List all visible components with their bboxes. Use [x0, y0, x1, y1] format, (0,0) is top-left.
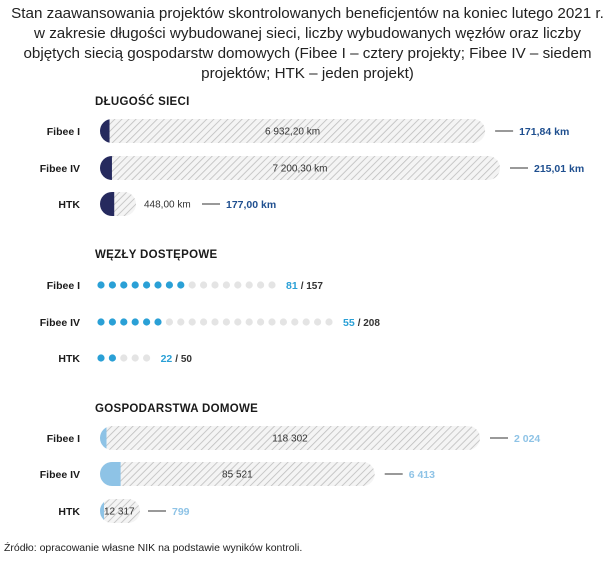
built-node-dot [109, 281, 116, 288]
title-line: Stan zaawansowania projektów skontrolowanych beneficjentów na koniec lutego 2021 r. [11, 5, 604, 22]
total-nodes: / 208 [357, 318, 380, 329]
built-node-dot [109, 354, 116, 361]
built-node-dot [132, 318, 139, 325]
covered-households-label: 2 024 [514, 433, 541, 445]
section-households [40, 426, 541, 523]
node-dots [97, 281, 275, 288]
section-title-length: DŁUGOŚĆ SIECI [95, 96, 190, 108]
built-length-bar [100, 192, 114, 216]
row-label: HTK [58, 199, 80, 211]
planned-node-dot [234, 281, 241, 288]
built-length-bar [100, 156, 112, 180]
planned-node-dot [268, 318, 275, 325]
total-households-label: 118 302 [272, 433, 308, 445]
covered-households-bar [100, 426, 107, 450]
node-count-label [161, 353, 193, 365]
planned-node-dot [211, 281, 218, 288]
planned-node-dot [314, 318, 321, 325]
row-label: Fibee IV [39, 469, 80, 481]
node-count-label [343, 317, 380, 329]
built-nodes: 55 [343, 317, 355, 329]
built-node-dot [97, 318, 104, 325]
built-length-label: 177,00 km [226, 199, 277, 211]
node-dots [97, 354, 150, 361]
planned-node-dot [257, 281, 264, 288]
built-nodes: 81 [286, 280, 298, 292]
planned-node-dot [166, 318, 173, 325]
built-node-dot [154, 281, 161, 288]
source-note: Źródło: opracowanie własne NIK na podstawie wyników kontroli. [4, 542, 303, 554]
built-nodes: 22 [160, 353, 173, 365]
planned-node-dot [280, 318, 287, 325]
planned-node-dot [211, 318, 218, 325]
section-length [40, 119, 584, 216]
built-node-dot [109, 318, 116, 325]
total-households-label: 85 521 [222, 469, 253, 481]
built-node-dot [177, 281, 184, 288]
covered-households-label: 6 413 [408, 469, 435, 481]
total-length-label: 448,00 km [144, 199, 191, 211]
planned-node-dot [223, 318, 230, 325]
node-dots [97, 318, 332, 325]
planned-node-dot [177, 318, 184, 325]
covered-households-bar [100, 462, 121, 486]
total-nodes: / 50 [175, 354, 192, 365]
planned-node-dot [189, 281, 196, 288]
total-length-label: 6 932,20 km [265, 126, 321, 138]
planned-node-dot [143, 354, 150, 361]
built-node-dot [143, 281, 150, 288]
built-length-bar [100, 119, 110, 143]
planned-node-dot [303, 318, 310, 325]
section-nodes [40, 280, 381, 365]
built-node-dot [97, 281, 104, 288]
node-count-label [286, 280, 323, 292]
planned-node-dot [246, 318, 253, 325]
total-nodes: / 157 [300, 281, 323, 292]
planned-node-dot [223, 281, 230, 288]
built-node-dot [120, 318, 127, 325]
title-line: projektów; HTK – jeden projekt) [201, 65, 414, 82]
planned-node-dot [257, 318, 264, 325]
row-label: HTK [58, 506, 80, 518]
planned-node-dot [268, 281, 275, 288]
row-label: Fibee I [46, 126, 80, 138]
total-households-label: 12 317 [104, 506, 135, 518]
built-length-label: 215,01 km [534, 163, 585, 175]
built-length-label: 171,84 km [519, 126, 570, 138]
planned-node-dot [200, 281, 207, 288]
title-line: w zakresie długości wybudowanej sieci, liczby wybudowanych węzłów oraz liczby [34, 25, 581, 42]
total-length-label: 7 200,30 km [272, 163, 328, 175]
row-label: Fibee I [46, 280, 80, 292]
row-label: Fibee IV [39, 317, 80, 329]
row-label: Fibee IV [39, 163, 80, 175]
built-node-dot [166, 281, 173, 288]
planned-node-dot [291, 318, 298, 325]
covered-households-label: 799 [172, 506, 190, 518]
row-label: HTK [58, 353, 80, 365]
planned-node-dot [200, 318, 207, 325]
built-node-dot [154, 318, 161, 325]
section-title-households: GOSPODARSTWA DOMOWE [95, 403, 259, 415]
planned-node-dot [120, 354, 127, 361]
built-node-dot [120, 281, 127, 288]
planned-node-dot [246, 281, 253, 288]
row-label: Fibee I [46, 433, 80, 445]
planned-node-dot [234, 318, 241, 325]
built-node-dot [132, 281, 139, 288]
section-title-nodes: WĘZŁY DOSTĘPOWE [95, 249, 218, 261]
planned-node-dot [132, 354, 139, 361]
built-node-dot [97, 354, 104, 361]
planned-node-dot [325, 318, 332, 325]
title-line: objętych siecią gospodarstw domowych (Fibee I – cztery projekty; Fibee IV – siedem [23, 45, 592, 62]
built-node-dot [143, 318, 150, 325]
planned-node-dot [189, 318, 196, 325]
